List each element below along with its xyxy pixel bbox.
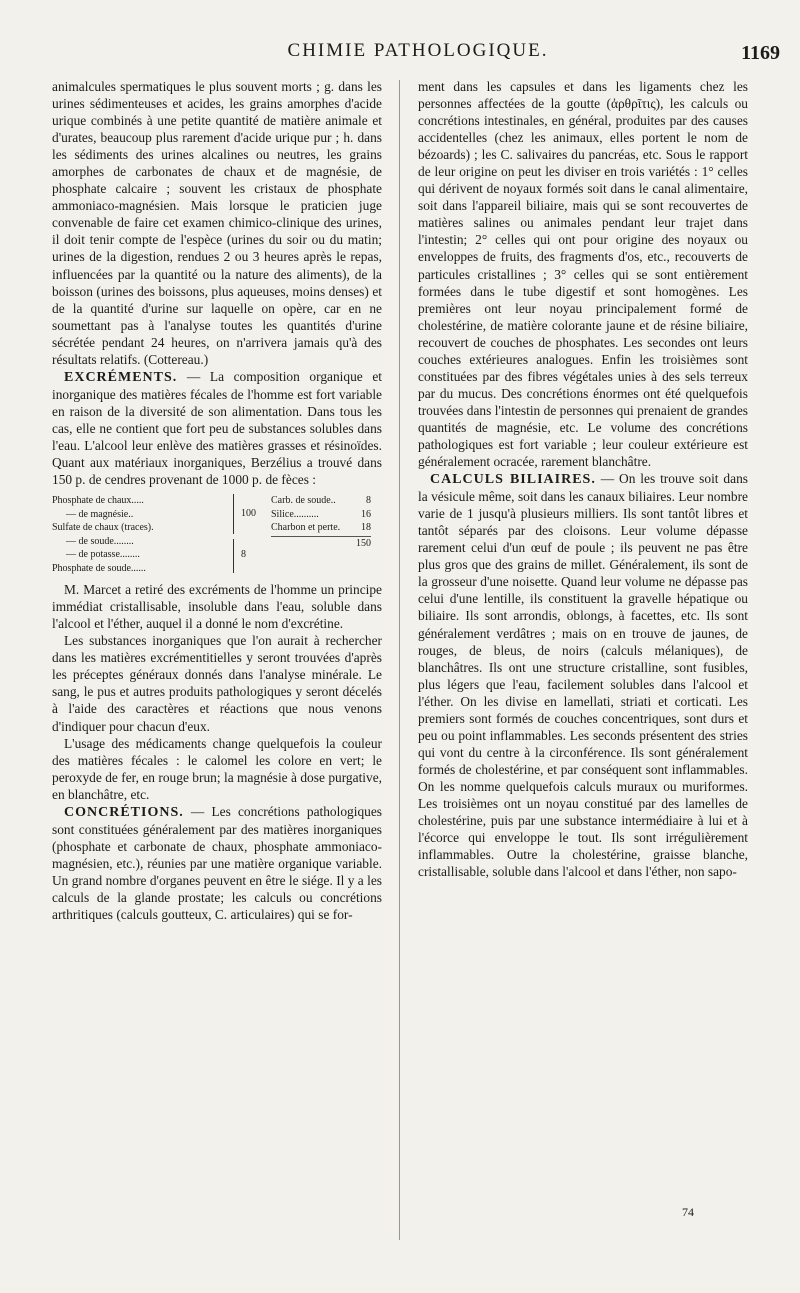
ash-row-2: — de magnésie.. (66, 508, 134, 520)
ash-right-label-2: Silice.......... (271, 508, 319, 520)
calculs-text: — On les trouve soit dans la vésicule même, soit dans les canaux biliaires. Leur nombre varie de 1 jusqu'à plusieurs milliers. Ils sont tantôt libres et tantôt séparés par des cloisons. Leur volume dépasse rarement celui d'un œuf de poule ; ils peuvent ne pas être plus gros que des grains de millet. Généralement, ils sont de la grosseur d'une noisette. Quand leur volume ne dépasse pas celui d'une lentille, ils constituent la gravelle hépatique ou biliaire. Ils sont arrondis, oblongs, à facettes, etc. Ils sont généralement verdâtres ; mais on en trouve de jaunes, de rouges, de bleus, de noirs (calculs mélaniques), de blanchâtres. Ils ont une structure cristalline, sont fusibles, plus légers que l'eau, facilement solubles dans l'alcool et l'éther. On les divise en lamellati, striati et corticati. Les premiers sont formés de couches concentriques, sont durs et peu ou point inflammables. Les seconds présentent des stries qui vont du centre à la circonférence. Ils sont généralement formés de cholestérine, et par conséquent sont inflammables. On les nomme quelquefois calculs muraux ou muriformes. Les troisièmes ont un noyau constitué par des lamelles de cholestérine, puis par une substance intermédiaire à lui et à l'écorce qui enveloppe le tout. Ils sont irrégulièrement inflammables. Outre la cholestérine, graisse blanche, cristallisable, soluble dans l'alcool et dans l'éther, non sapo- (418, 471, 748, 880)
ash-group-values (241, 494, 271, 561)
ash-table-left-column (52, 494, 227, 575)
page-number: 1169 (741, 42, 780, 64)
paragraph-calculs-biliaires (418, 470, 748, 880)
ash-row-6: Phosphate de soude...... (52, 562, 146, 574)
ash-right-value-3: 18 (361, 522, 371, 534)
concretions-text: — Les concrétions pathologiques sont constituées généralement par des matières inorganiques (phosphate et carbonate de chaux, phosphate ammoniaco-magnésien, etc.), réunies par une matière organique variable. Un grand nombre d'organes peuvent en être le siége. Il y a les calculs de la glande prostate; les calculs ou concrétions arthritiques (calculs goutteux, C. articulaires) qui se for- (52, 803, 382, 923)
left-column (52, 78, 382, 923)
heading-excrements: EXCRÉMENTS. (64, 369, 178, 385)
ash-right-row-3 (271, 521, 371, 535)
ash-row-5: — de potasse........ (66, 549, 140, 561)
ash-group-value-2: 8 (241, 548, 246, 560)
ash-right-value-1: 8 (366, 495, 371, 507)
paragraph-urines: animalcules spermatiques le plus souvent morts ; g. dans les urines sédimenteuses et acides, les grains amorphes d'acide urique combinés à une petite quantité de matière animale et d'urates, beaucoup plus rarement d'acide urique pur ; h. dans les sédiments des urines alcalines ou neutres, les grains amorphes de carbonates de chaux et de magnésie, de phosphate calcaire ; souvent les cristaux de phosphate ammoniaco-magnésien. Mais lorsque le praticien juge convenable de faire cet examen chimico-clinique des urines, il doit tenir compte de l'espèce (urines du soir ou du matin; urines de la digestion, rendues 2 ou 3 heures après le repas, influencées par la quantité ou la nature des aliments), de la boisson (urines des boissons, plus aqueuses, moins denses) et de la quantité d'urine sur laquelle on opère, car en ne soumettant pas à l'analyse toutes les quantités d'urine sécrétée pendant 24 heures, on n'arrivera jamais qu'à des résultats relatifs. (Cottereau.) (52, 79, 382, 367)
ash-right-value-2: 16 (361, 508, 371, 520)
ash-total: 150 (271, 536, 371, 551)
paragraph-marcet: M. Marcet a retiré des excréments de l'homme un principe immédiat cristallisable, insoluble dans l'eau, soluble dans l'alcool et l'éther, auquel il a donné le nom d'excrétine. (52, 582, 382, 632)
ash-table-right-column (271, 494, 371, 550)
paragraph-concretions (52, 803, 382, 923)
right-column (418, 78, 748, 880)
ash-braces (227, 494, 241, 573)
page-header (48, 38, 788, 68)
ash-right-row-2 (271, 508, 371, 522)
ash-row-4: — de soude........ (66, 535, 134, 547)
excrements-text: — La composition organique et inorganique des matières fécales de l'homme est fort variable en raison de la diversité de son alimentation. Dans tous les cas, elle ne contient que fort peu de substances solubles dans l'eau. L'alcool leur enlève des matières grasses et résinoïdes. Quant aux matériaux inorganiques, Berzélius a trouvé dans 150 p. de cendres provenant de 1000 p. de fèces : (52, 368, 382, 488)
ash-composition-table (52, 494, 382, 575)
running-title: CHIMIE PATHOLOGIQUE. (287, 40, 549, 61)
ash-group-value-1: 100 (241, 508, 256, 520)
ash-right-label-3: Charbon et perte. (271, 522, 341, 534)
ash-right-row-1 (271, 494, 371, 508)
signature-mark: 74 (682, 1205, 694, 1219)
paragraph-inorganic: Les substances inorganiques que l'on aurait à rechercher dans les matières excrémentitielles y seront trouvées d'après les préceptes généraux donnés dans l'analyse minérale. Le sang, le pus et autres produits pathologiques y seront décelés à l'aide des caractères et réactions que nous venons d'indiquer pour chacun d'eux. (52, 633, 382, 734)
column-divider (399, 80, 400, 1240)
ash-row-3: Sulfate de chaux (traces). (52, 522, 154, 534)
paragraph-excrements (52, 368, 382, 488)
ash-row-1: Phosphate de chaux..... (52, 495, 144, 507)
heading-concretions: CONCRÉTIONS. (64, 804, 184, 820)
ash-right-label-1: Carb. de soude.. (271, 495, 336, 507)
heading-calculs-biliaires: CALCULS BILIAIRES. (430, 472, 596, 488)
paragraph-concretions-continued: ment dans les capsules et dans les ligaments chez les personnes affectées de la goutte (ἀρθρῖτις), les calculs ou concrétions intestinales, en général, produites par des causes accidentelles (chez les animaux, elles portent le nom de bézoards) ; les C. salivaires du pancréas, etc. Sous le rapport de leur origine on peut les diviser en trois variétés : 1° celles qui dérivent de noyaux formés soit dans le canal alimentaire, soit dans l'appareil biliaire, mais qui se sont recouvertes de matières salines ou animales pendant leur trajet dans l'intestin; 2° celles qui ont pour origine des noyaux ou enveloppes de fruits, des fragments d'os, etc., recouverts de particules cristallines ; 3° celles qui se sont entièrement formées dans le tube digestif et sont homogènes. Les premières ont leur noyau principalement formé de cholestérine, de matière colorante jaune et de résine biliaire, recouvert de couches de phosphates. Les secondes ont leurs couches extérieures analogues. Enfin les troisièmes sont constituées par des fibres végétales unies à des sels terreux par du mucus. Des concrétions énormes ont été quelquefois trouvées dans l'intestin de personnes qui prenaient de grandes quantités de magnésie, etc. Le volume des concrétions pathologiques est fort variable ; leur couleur extérieure est généralement ocracée, rarement blanchâtre. (418, 79, 748, 470)
paragraph-medicaments: L'usage des médicaments change quelquefois la couleur des matières fécales : le calomel les colore en vert; le peroxyde de fer, en rouge brun; la magnésie à dose purgative, en blanchâtre, etc. (52, 735, 382, 802)
